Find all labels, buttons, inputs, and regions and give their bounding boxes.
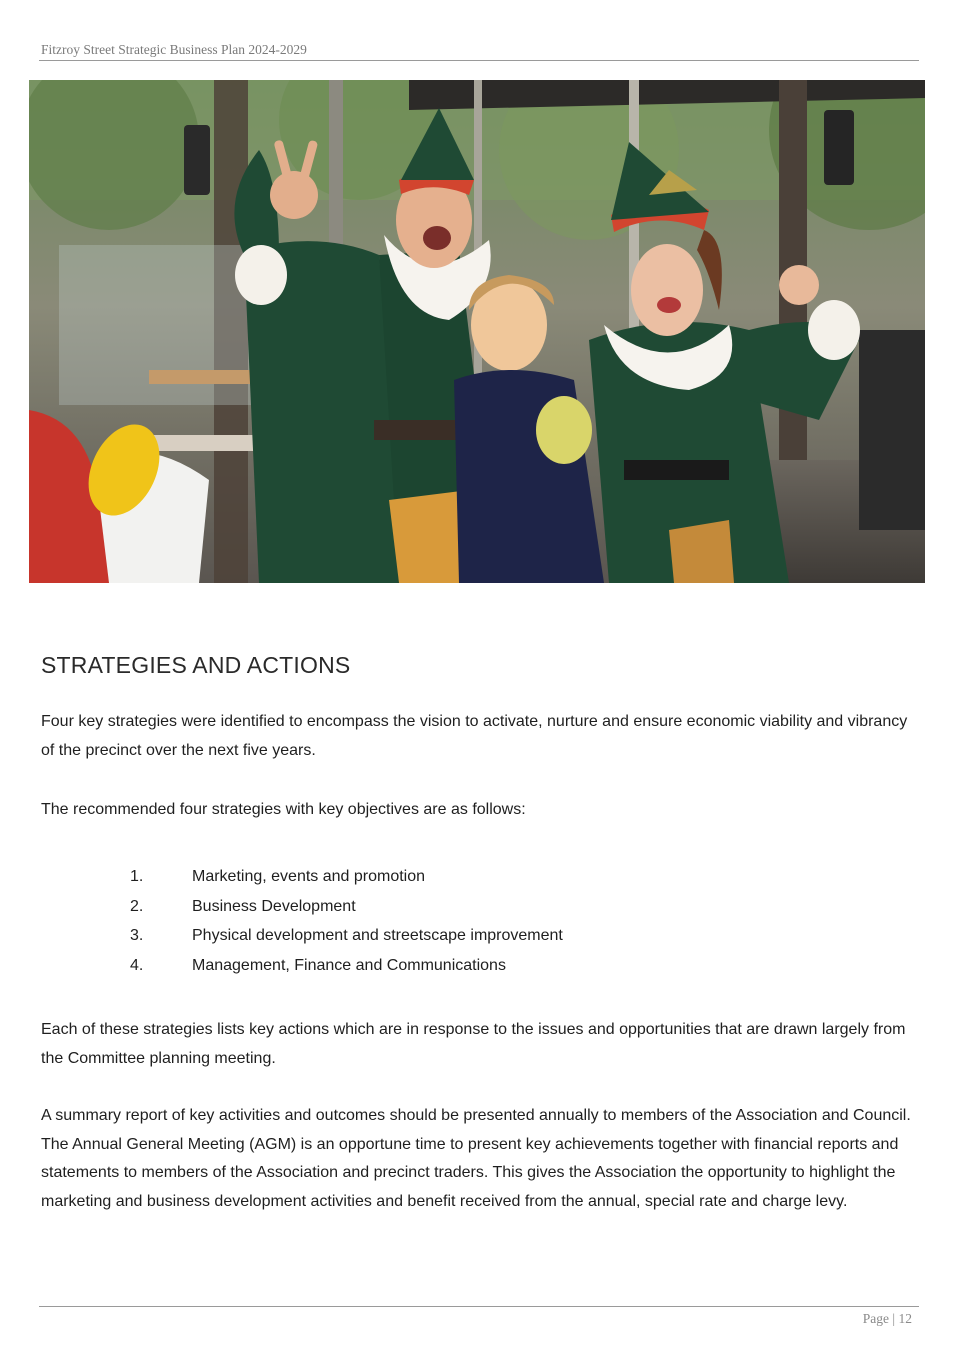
- list-item-text: Management, Finance and Communications: [192, 956, 506, 974]
- page-number: Page | 12: [862, 1311, 912, 1326]
- list-item-text: Business Development: [192, 897, 356, 915]
- list-item-text: Marketing, events and promotion: [192, 868, 426, 885]
- summary-report-paragraph: A summary report of key activities and outcomes should be presented annually to members of the Association and Council. The Annual General Meeting (AGM) is an opportune time to present key achievements together with financial reports and statements to members of the Association and precinct traders. This gives the Association the opportunity to highlight the marketing and business development activities and benefit received from the annual, special rate and charge levy.: [41, 1107, 911, 1210]
- actions-paragraph: Each of these strategies lists key actions which are in response to the issues and opportunities that are drawn largely from the Committee planning meeting.: [41, 1021, 906, 1067]
- footer-rule: [39, 1306, 919, 1307]
- intro-paragraph: Four key strategies were identified to encompass the vision to activate, nurture and ensure economic viability and vibrancy of the precinct over the next five years.: [41, 713, 908, 759]
- running-header: Fitzroy Street Strategic Business Plan 2024-2029: [41, 42, 307, 57]
- list-item-number: 2.: [130, 897, 144, 915]
- section-heading: STRATEGIES AND ACTIONS: [41, 652, 351, 678]
- list-item-number: 4.: [130, 956, 144, 974]
- hero-photo: [29, 80, 925, 583]
- list-item-number: 3.: [130, 927, 144, 945]
- header-rule: [39, 60, 919, 61]
- strategies-lead-paragraph: The recommended four strategies with key objectives are as follows:: [41, 801, 526, 818]
- list-item-text: Physical development and streetscape improvement: [192, 927, 563, 945]
- list-item-number: 1.: [130, 868, 144, 885]
